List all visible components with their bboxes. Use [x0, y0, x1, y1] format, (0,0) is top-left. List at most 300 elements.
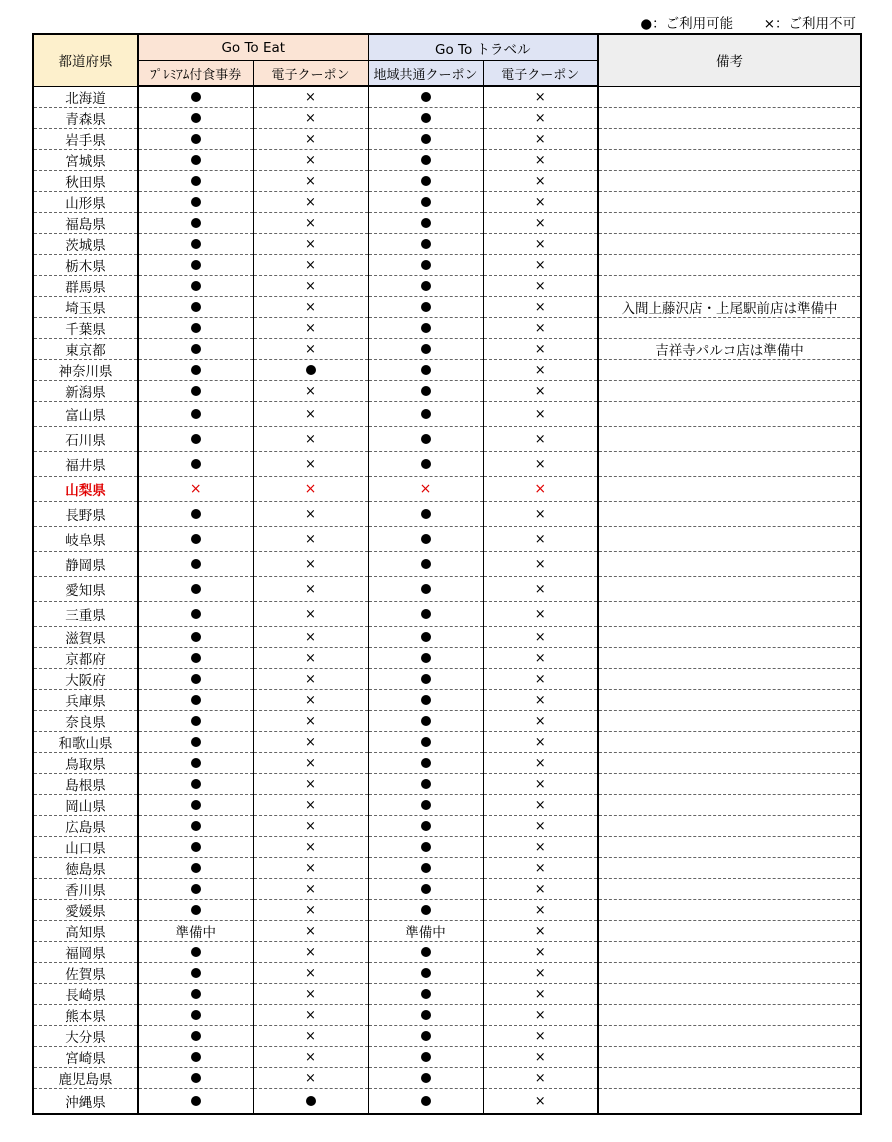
table-row	[33, 297, 861, 318]
unavailable-cross-icon: ×	[534, 714, 546, 729]
travel-regional-cell	[368, 711, 483, 732]
table-row	[33, 171, 861, 192]
unavailable-cross-icon: ×	[305, 651, 316, 666]
table-row	[33, 402, 861, 427]
available-dot-icon	[421, 302, 431, 312]
eat-electronic-cell	[253, 552, 368, 577]
unavailable-cross-icon: ×	[534, 321, 546, 336]
unavailable-cross-icon: ×	[534, 966, 546, 981]
travel-regional-cell	[368, 150, 483, 171]
available-dot-icon	[191, 323, 201, 333]
available-dot-icon	[191, 1031, 201, 1041]
prefecture-cell: 秋田県	[33, 171, 138, 192]
unavailable-cross-icon: ×	[534, 300, 546, 315]
notes-cell	[598, 552, 861, 577]
unavailable-cross-icon: ×	[305, 384, 316, 399]
unavailable-cross-icon: ×	[534, 607, 546, 622]
unavailable-cross-icon: ×	[305, 819, 316, 834]
unavailable-cross-icon: ×	[534, 1094, 546, 1109]
notes-cell	[598, 108, 861, 129]
unavailable-cross-icon: ×	[534, 630, 546, 645]
available-dot-icon	[421, 434, 431, 444]
travel-electronic-cell	[483, 1005, 598, 1026]
prefecture-cell: 北海道	[33, 86, 138, 108]
table-row	[33, 732, 861, 753]
travel-electronic-cell	[483, 276, 598, 297]
travel-regional-cell	[368, 879, 483, 900]
eat-electronic-cell	[253, 711, 368, 732]
prefecture-cell: 岩手県	[33, 129, 138, 150]
unavailable-cross-icon: ×	[305, 693, 316, 708]
prefecture-cell: 高知県	[33, 921, 138, 942]
eat-electronic-cell	[253, 602, 368, 627]
table-row	[33, 381, 861, 402]
unavailable-cross-icon: ×	[305, 532, 316, 547]
table-row	[33, 452, 861, 477]
travel-regional-cell	[368, 192, 483, 213]
travel-regional-cell	[368, 86, 483, 108]
available-dot-icon	[421, 968, 431, 978]
travel-regional-cell	[368, 577, 483, 602]
unavailable-cross-icon: ×	[305, 735, 316, 750]
unavailable-cross-icon: ×	[305, 945, 316, 960]
eat-electronic-cell	[253, 171, 368, 192]
available-dot-icon	[191, 905, 201, 915]
unavailable-cross-icon: ×	[419, 481, 432, 497]
notes-cell	[598, 837, 861, 858]
eat-electronic-cell	[253, 213, 368, 234]
available-dot-icon	[421, 584, 431, 594]
travel-regional-cell	[368, 360, 483, 381]
available-dot-icon	[421, 386, 431, 396]
prefecture-cell: 三重県	[33, 602, 138, 627]
available-dot-icon	[191, 459, 201, 469]
travel-regional-cell	[368, 837, 483, 858]
prefecture-cell: 奈良県	[33, 711, 138, 732]
unavailable-cross-icon: ×	[305, 903, 316, 918]
available-dot-icon	[421, 344, 431, 354]
eat-electronic-cell	[253, 921, 368, 942]
unavailable-cross-icon: ×	[534, 174, 546, 189]
eat-premium-cell	[138, 921, 253, 942]
unavailable-cross-icon: ×	[534, 777, 546, 792]
travel-electronic-cell	[483, 213, 598, 234]
eat-electronic-cell	[253, 1026, 368, 1047]
notes-cell	[598, 879, 861, 900]
eat-electronic-cell	[253, 795, 368, 816]
eat-electronic-cell	[253, 858, 368, 879]
eat-premium-cell	[138, 213, 253, 234]
travel-regional-cell	[368, 795, 483, 816]
eat-premium-cell	[138, 502, 253, 527]
travel-electronic-cell	[483, 1068, 598, 1089]
table-row	[33, 213, 861, 234]
table-row	[33, 774, 861, 795]
available-dot-icon	[191, 302, 201, 312]
unavailable-cross-icon: ×	[534, 481, 547, 497]
travel-electronic-cell	[483, 527, 598, 552]
available-dot-icon	[191, 779, 201, 789]
eat-premium-cell	[138, 711, 253, 732]
notes-cell	[598, 963, 861, 984]
eat-electronic-cell	[253, 816, 368, 837]
eat-premium-cell	[138, 879, 253, 900]
unavailable-cross-icon: ×	[305, 342, 316, 357]
table-row	[33, 963, 861, 984]
available-dot-icon	[191, 716, 201, 726]
notes-cell	[598, 192, 861, 213]
unavailable-cross-icon: ×	[534, 432, 546, 447]
available-dot-icon	[191, 386, 201, 396]
table-row	[33, 648, 861, 669]
available-dot-icon	[421, 509, 431, 519]
travel-electronic-cell	[483, 381, 598, 402]
travel-regional-cell	[368, 690, 483, 711]
available-dot-icon	[191, 968, 201, 978]
travel-electronic-cell	[483, 753, 598, 774]
eat-electronic-cell	[253, 963, 368, 984]
available-dot-icon	[191, 1096, 201, 1106]
travel-regional-cell	[368, 1026, 483, 1047]
table-row	[33, 753, 861, 774]
travel-electronic-cell	[483, 774, 598, 795]
notes-cell	[598, 669, 861, 690]
table-row	[33, 984, 861, 1005]
travel-regional-cell	[368, 1005, 483, 1026]
eat-electronic-cell	[253, 690, 368, 711]
available-dot-icon	[421, 459, 431, 469]
availability-table	[32, 33, 862, 1115]
travel-regional-cell	[368, 452, 483, 477]
table-row	[33, 879, 861, 900]
prefecture-cell: 沖縄県	[33, 1089, 138, 1115]
available-dot-icon	[421, 323, 431, 333]
available-dot-icon	[191, 559, 201, 569]
unavailable-cross-icon: ×	[305, 279, 316, 294]
available-dot-icon	[421, 800, 431, 810]
travel-electronic-cell	[483, 1026, 598, 1047]
eat-electronic-cell	[253, 1005, 368, 1026]
travel-electronic-cell	[483, 602, 598, 627]
unavailable-cross-icon: ×	[534, 840, 546, 855]
eat-premium-cell	[138, 108, 253, 129]
unavailable-cross-icon: ×	[305, 607, 316, 622]
prefecture-cell: 富山県	[33, 402, 138, 427]
unavailable-cross-icon: ×	[305, 111, 316, 126]
travel-regional-cell	[368, 963, 483, 984]
eat-premium-cell	[138, 552, 253, 577]
available-dot-icon	[421, 947, 431, 957]
available-dot-icon	[421, 1010, 431, 1020]
travel-electronic-cell	[483, 402, 598, 427]
travel-electronic-cell	[483, 942, 598, 963]
notes-cell	[598, 942, 861, 963]
notes-cell	[598, 276, 861, 297]
notes-cell	[598, 171, 861, 192]
eat-premium-cell	[138, 602, 253, 627]
eat-electronic-cell	[253, 774, 368, 795]
eat-premium-cell	[138, 255, 253, 276]
notes-cell	[598, 381, 861, 402]
notes-cell	[598, 774, 861, 795]
table-row	[33, 669, 861, 690]
unavailable-cross-icon: ×	[534, 237, 546, 252]
travel-electronic-cell	[483, 234, 598, 255]
eat-electronic-cell	[253, 627, 368, 648]
available-dot-icon	[421, 197, 431, 207]
travel-regional-cell	[368, 276, 483, 297]
unavailable-cross-icon: ×	[534, 903, 546, 918]
unavailable-cross-icon: ×	[305, 882, 316, 897]
table-row	[33, 552, 861, 577]
travel-regional-cell	[368, 502, 483, 527]
unavailable-cross-icon: ×	[534, 651, 546, 666]
unavailable-cross-icon: ×	[305, 300, 316, 315]
eat-electronic-cell	[253, 339, 368, 360]
eat-premium-cell	[138, 690, 253, 711]
unavailable-cross-icon: ×	[534, 279, 546, 294]
header-eat-electronic: 電子クーポン	[253, 61, 368, 87]
notes-cell	[598, 753, 861, 774]
available-dot-icon	[191, 609, 201, 619]
notes-cell	[598, 213, 861, 234]
eat-premium-cell	[138, 297, 253, 318]
travel-regional-cell	[368, 627, 483, 648]
table-row	[33, 427, 861, 452]
table-row	[33, 339, 861, 360]
prefecture-cell: 宮城県	[33, 150, 138, 171]
unavailable-cross-icon: ×	[305, 1008, 316, 1023]
eat-electronic-cell	[253, 150, 368, 171]
notes-cell	[598, 984, 861, 1005]
eat-premium-cell	[138, 669, 253, 690]
unavailable-cross-icon: ×	[534, 557, 546, 572]
eat-electronic-cell	[253, 1068, 368, 1089]
eat-electronic-cell	[253, 255, 368, 276]
travel-regional-cell	[368, 129, 483, 150]
eat-premium-cell	[138, 339, 253, 360]
eat-premium-cell	[138, 150, 253, 171]
eat-premium-cell	[138, 942, 253, 963]
unavailable-cross-icon: ×	[305, 153, 316, 168]
header-travel-regional: 地域共通クーポン	[368, 61, 483, 87]
travel-electronic-cell	[483, 427, 598, 452]
table-row	[33, 234, 861, 255]
eat-premium-cell	[138, 984, 253, 1005]
unavailable-cross-icon: ×	[534, 945, 546, 960]
prefecture-cell: 熊本県	[33, 1005, 138, 1026]
available-dot-icon	[421, 365, 431, 375]
table-row	[33, 1047, 861, 1068]
travel-electronic-cell	[483, 879, 598, 900]
available-dot-icon	[191, 509, 201, 519]
notes-cell	[598, 360, 861, 381]
available-dot-icon	[421, 632, 431, 642]
unavailable-cross-icon: ×	[534, 735, 546, 750]
travel-electronic-cell	[483, 627, 598, 648]
notes-cell: 吉祥寺パルコ店は準備中	[598, 339, 861, 360]
eat-premium-cell	[138, 360, 253, 381]
travel-regional-cell	[368, 552, 483, 577]
table-row	[33, 1026, 861, 1047]
eat-electronic-cell	[253, 502, 368, 527]
available-dot-icon	[421, 534, 431, 544]
unavailable-cross-icon: ×	[305, 432, 316, 447]
available-dot-icon	[191, 344, 201, 354]
header-prefecture: 都道府県	[33, 34, 138, 86]
eat-premium-cell	[138, 648, 253, 669]
header-goto-eat: Go To Eat	[138, 34, 368, 61]
prefecture-cell: 岐阜県	[33, 527, 138, 552]
table-row	[33, 360, 861, 381]
notes-cell	[598, 150, 861, 171]
unavailable-cross-icon: ×	[534, 363, 546, 378]
available-dot-icon	[421, 1031, 431, 1041]
available-dot-icon	[191, 281, 201, 291]
available-dot-icon	[421, 281, 431, 291]
table-row	[33, 1068, 861, 1089]
travel-electronic-cell	[483, 711, 598, 732]
available-dot-icon	[421, 716, 431, 726]
unavailable-cross-icon: ×	[305, 987, 316, 1002]
eat-premium-cell	[138, 816, 253, 837]
prefecture-cell: 福島県	[33, 213, 138, 234]
travel-regional-cell	[368, 213, 483, 234]
unavailable-cross-icon: ×	[305, 174, 316, 189]
prefecture-cell: 滋賀県	[33, 627, 138, 648]
travel-electronic-cell	[483, 648, 598, 669]
eat-electronic-cell	[253, 402, 368, 427]
table-row	[33, 711, 861, 732]
unavailable-cross-icon: ×	[534, 882, 546, 897]
travel-regional-cell	[368, 669, 483, 690]
unavailable-cross-icon: ×	[305, 90, 316, 105]
available-dot-icon	[421, 260, 431, 270]
unavailable-cross-icon: ×	[534, 672, 546, 687]
travel-regional-cell	[368, 255, 483, 276]
table-row	[33, 1005, 861, 1026]
prefecture-cell: 鹿児島県	[33, 1068, 138, 1089]
travel-regional-cell	[368, 527, 483, 552]
available-dot-icon	[191, 434, 201, 444]
notes-cell	[598, 795, 861, 816]
unavailable-cross-icon: ×	[534, 693, 546, 708]
notes-cell	[598, 900, 861, 921]
eat-electronic-cell	[253, 297, 368, 318]
prefecture-cell: 静岡県	[33, 552, 138, 577]
table-row	[33, 837, 861, 858]
prefecture-cell: 島根県	[33, 774, 138, 795]
table-row	[33, 502, 861, 527]
notes-cell	[598, 858, 861, 879]
prefecture-cell: 佐賀県	[33, 963, 138, 984]
available-dot-icon	[421, 863, 431, 873]
unavailable-cross-icon: ×	[305, 798, 316, 813]
travel-electronic-cell	[483, 1089, 598, 1115]
unavailable-cross-icon: ×	[304, 481, 317, 497]
travel-regional-cell	[368, 648, 483, 669]
available-dot-icon	[421, 239, 431, 249]
travel-electronic-cell	[483, 150, 598, 171]
eat-premium-cell	[138, 1026, 253, 1047]
travel-electronic-cell	[483, 690, 598, 711]
eat-premium-cell	[138, 627, 253, 648]
unavailable-cross-icon: ×	[534, 258, 546, 273]
available-dot-icon	[421, 695, 431, 705]
available-dot-icon	[421, 779, 431, 789]
travel-electronic-cell	[483, 837, 598, 858]
unavailable-cross-icon: ×	[534, 507, 546, 522]
available-dot-icon	[421, 821, 431, 831]
unavailable-cross-icon: ×	[305, 1029, 316, 1044]
unavailable-cross-icon: ×	[305, 457, 316, 472]
header-travel-electronic: 電子クーポン	[483, 61, 598, 87]
available-dot-icon	[191, 758, 201, 768]
travel-regional-cell	[368, 1089, 483, 1115]
prefecture-cell: 愛媛県	[33, 900, 138, 921]
unavailable-cross-icon: ×	[305, 714, 316, 729]
notes-cell	[598, 711, 861, 732]
table-row	[33, 627, 861, 648]
available-dot-icon	[421, 758, 431, 768]
prefecture-cell: 兵庫県	[33, 690, 138, 711]
available-dot-icon	[421, 559, 431, 569]
eat-premium-cell	[138, 402, 253, 427]
unavailable-cross-icon: ×	[305, 507, 316, 522]
available-dot-icon	[421, 674, 431, 684]
eat-premium-cell	[138, 381, 253, 402]
prefecture-cell: 青森県	[33, 108, 138, 129]
eat-premium-cell	[138, 192, 253, 213]
unavailable-cross-icon: ×	[305, 1071, 316, 1086]
available-dot-icon	[191, 1052, 201, 1062]
table-row	[33, 129, 861, 150]
unavailable-cross-icon: ×	[534, 1029, 546, 1044]
available-dot-icon	[421, 176, 431, 186]
eat-premium-cell	[138, 129, 253, 150]
travel-electronic-cell	[483, 732, 598, 753]
available-dot-icon	[191, 584, 201, 594]
eat-electronic-cell	[253, 732, 368, 753]
unavailable-cross-icon: ×	[189, 481, 202, 497]
legend-available: ●：ご利用可能	[640, 16, 734, 32]
travel-electronic-cell	[483, 502, 598, 527]
eat-premium-cell	[138, 477, 253, 502]
travel-electronic-cell	[483, 900, 598, 921]
travel-regional-cell	[368, 816, 483, 837]
eat-electronic-cell	[253, 984, 368, 1005]
prefecture-cell: 栃木県	[33, 255, 138, 276]
unavailable-cross-icon: ×	[534, 457, 546, 472]
table-row	[33, 477, 861, 502]
unavailable-cross-icon: ×	[534, 987, 546, 1002]
unavailable-cross-icon: ×	[305, 840, 316, 855]
notes-cell	[598, 1089, 861, 1115]
available-dot-icon	[421, 218, 431, 228]
available-dot-icon	[191, 737, 201, 747]
notes-cell	[598, 648, 861, 669]
eat-premium-cell	[138, 1068, 253, 1089]
prefecture-cell: 茨城県	[33, 234, 138, 255]
travel-electronic-cell	[483, 477, 598, 502]
eat-premium-cell	[138, 1047, 253, 1068]
eat-electronic-cell	[253, 360, 368, 381]
travel-regional-cell	[368, 108, 483, 129]
notes-cell: 入間上藤沢店・上尾駅前店は準備中	[598, 297, 861, 318]
notes-cell	[598, 690, 861, 711]
eat-electronic-cell	[253, 477, 368, 502]
travel-electronic-cell	[483, 1047, 598, 1068]
